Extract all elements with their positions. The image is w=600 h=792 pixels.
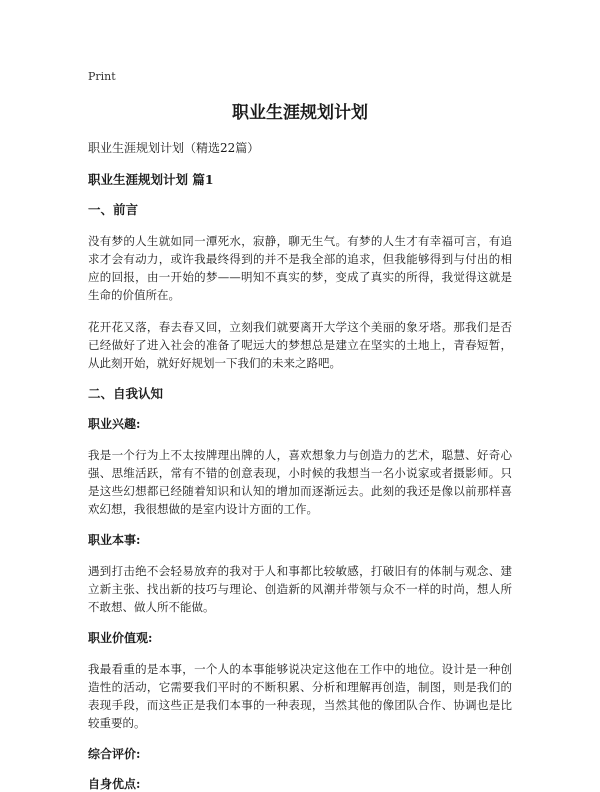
overall-evaluation-heading: 综合评价:	[88, 747, 141, 761]
values-paragraph: 我最看重的是本事，一个人的本事能够说决定这他在工作中的地位。设计是一种创造性的活动，它需要我们平时的不断积累、分析和理解再创造，制图，则是我们的表现手段，而这些正是我们本事的一种表现，当然其他的像团队合作、协调也是比较重要的。	[88, 662, 512, 730]
preface-paragraph-1: 没有梦的人生就如同一潭死水，寂静，聊无生气。有梦的人生才有幸福可言，有追求才会有动力，或许我最终得到的并不是我全部的追求，但我能够得到与付出的相应的回报，由一开始的梦——明知不真实的梦，变成了真实的所得，我觉得这就是生命的价值所在。	[88, 234, 512, 302]
print-label: Print	[88, 70, 116, 83]
interest-paragraph: 我是一个行为上不太按牌理出牌的人，喜欢想象力与创造力的艺术，聪慧、好奇心强、思维活跃，常有不错的创意表现，小时候的我想当一名小说家或者摄影师。只是这些幻想都已经随着知识和认知的增加而逐渐远去。此刻的我还是像以前那样喜欢幻想，我很想做的是室内设计方面的工作。	[88, 448, 512, 516]
interest-heading: 职业兴趣:	[88, 417, 141, 431]
self-knowledge-heading: 二、自我认知	[88, 386, 164, 401]
preface-heading: 一、前言	[88, 202, 139, 217]
ability-paragraph: 遇到打击绝不会轻易放弃的我对于人和事都比较敏感，打破旧有的体制与观念、建立新主张、找出新的技巧与理论、创造新的风潮并带领与众不一样的时尚，想人所不敢想、做人所不能做。	[88, 564, 512, 614]
document-subtitle: 职业生涯规划计划（精选22篇）	[88, 141, 260, 155]
preface-paragraph-2: 花开花又落，春去春又回，立刻我们就要离开大学这个美丽的象牙塔。那我们是否已经做好了进入社会的准备了呢远大的梦想总是建立在坚实的土地上，青春短暂，从此刻开始，就好好规划一下我们的未来之路吧。	[88, 320, 512, 370]
strengths-heading: 自身优点:	[88, 777, 141, 791]
document-title: 职业生涯规划计划	[232, 103, 368, 123]
article-heading: 职业生涯规划计划 篇1	[88, 172, 214, 187]
ability-heading: 职业本事:	[88, 533, 141, 547]
values-heading: 职业价值观:	[88, 631, 153, 645]
